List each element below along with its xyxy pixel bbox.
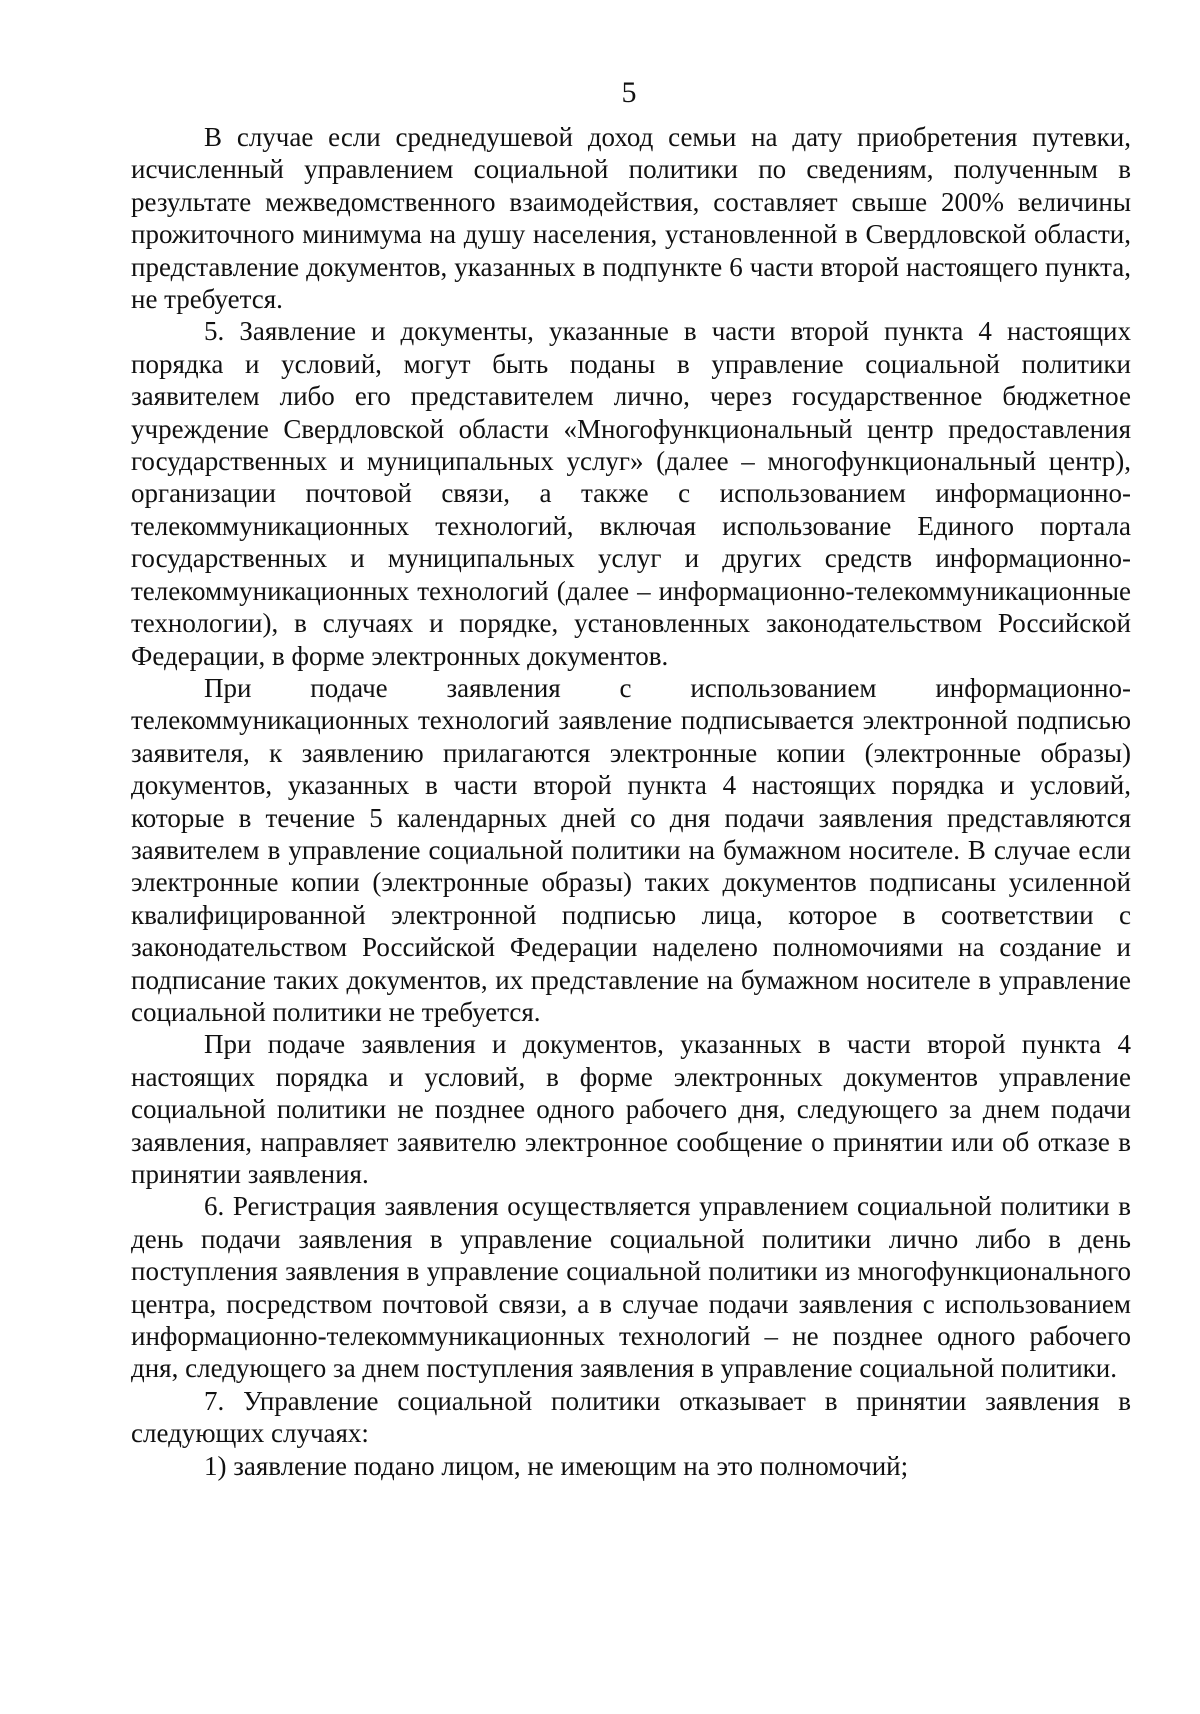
paragraph-item-6: 6. Регистрация заявления осуществляется управлением социальной политики в день подачи заявления в управление социальной политики лично либо в день поступления заявления в управление социальной политики из многофункционального центра, посредством почтовой связи, а в случае подачи заявления с использованием информационно-телекоммуникационных технологий – не позднее одного рабочего дня, следующего за днем поступления заявления в управление социальной политики. bbox=[131, 1191, 1131, 1384]
document-body bbox=[131, 121, 1131, 1482]
paragraph-electronic-submission: При подаче заявления с использованием информационно-телекоммуникационных технологий заявление подписывается электронной подписью заявителя, к заявлению прилагаются электронные копии (электронные образы) документов, указанных в части второй пункта 4 настоящих порядка и условий, которые в течение 5 календарных дней со дня подачи заявления представляются заявителем в управление социальной политики на бумажном носителе. В случае если электронные копии (электронные образы) таких документов подписаны усиленной квалифицированной электронной подписью лица, которое в соответствии с законодательством Российской Федерации наделено полномочиями на создание и подписание таких документов, их представление на бумажном носителе в управление социальной политики не требуется. bbox=[131, 672, 1131, 1027]
paragraph-item-5: 5. Заявление и документы, указанные в части второй пункта 4 настоящих порядка и условий, могут быть поданы в управление социальной политики заявителем либо его представителем лично, через государственное бюджетное учреждение Свердловской области «Многофункциональный центр предоставления государственных и муниципальных услуг» (далее – многофункциональный центр), организации почтовой связи, а также с использованием информационно-телекоммуникационных технологий, включая использование Единого портала государственных и муниципальных услуг и других средств информационно-телекоммуникационных технологий (далее – информационно-телекоммуникационные технологии), в случаях и порядке, установленных законодательством Российской Федерации, в форме электронных документов. bbox=[131, 316, 1131, 671]
page-number: 5 bbox=[621, 76, 637, 109]
paragraph-item-7-1: 1) заявление подано лицом, не имеющим на это полномочий; bbox=[204, 1450, 909, 1481]
paragraph-electronic-notification: При подаче заявления и документов, указанных в части второй пункта 4 настоящих порядка и условий, в форме электронных документов управление социальной политики не позднее одного рабочего дня, следующего за днем подачи заявления, направляет заявителю электронное сообщение о принятии или об отказе в принятии заявления. bbox=[131, 1029, 1131, 1189]
paragraph-income-condition: В случае если среднедушевой доход семьи на дату приобретения путевки, исчисленный управлением социальной политики по сведениям, полученным в результате межведомственного взаимодействия, составляет свыше 200% величины прожиточного минимума на душу населения, установленной в Свердловской области, представление документов, указанных в подпункте 6 части второй настоящего пункта, не требуется. bbox=[131, 122, 1131, 315]
paragraph-item-7: 7. Управление социальной политики отказывает в принятии заявления в следующих случаях: bbox=[131, 1385, 1131, 1449]
